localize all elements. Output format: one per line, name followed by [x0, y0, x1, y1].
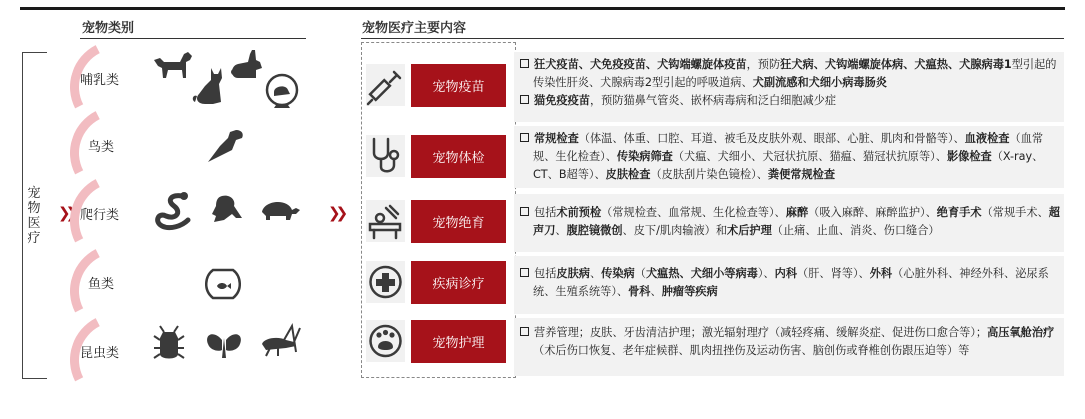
bullet-text: （ — [634, 267, 646, 280]
bullet-text: 猫免疫疫苗 — [534, 94, 590, 107]
rabbit-icon — [228, 48, 266, 82]
bullet-text: 营养管理；皮肤、牙齿清洁护理；激光辐射理疗（减轻疼痛、缓解炎症、促进伤口愈合等）； — [534, 326, 988, 339]
bullet-text: 、 — [555, 224, 567, 237]
service-desc-treatment — [520, 265, 1060, 301]
grasshopper-icon — [256, 322, 302, 358]
bullet-text: 术前预检 — [556, 206, 602, 219]
bullet-text: （常规检查、血常规、生化检查等）、 — [601, 206, 786, 219]
top-rule — [20, 7, 1065, 10]
service-bullet — [520, 92, 1060, 110]
bullet-text: （心脏外科、神经外科、泌尿系统、生殖系统等）、 — [533, 267, 1049, 298]
bullet-square-icon — [520, 268, 529, 277]
bullet-text: 皮肤病 — [556, 267, 590, 280]
snake-icon — [152, 190, 194, 232]
bullet-square-icon — [520, 133, 529, 142]
bullet-text: （吸入麻醉、麻醉监护）、 — [808, 206, 937, 219]
fishbowl-icon — [203, 264, 243, 304]
category-label-insect: 昆虫类 — [80, 346, 120, 361]
service-desc-checkup — [520, 130, 1060, 184]
bullet-text: 传染病筛查 — [616, 150, 673, 163]
service-desc-vaccine — [520, 56, 1060, 110]
bullet-text: （犬瘟、犬细小、犬冠状抗原、猫瘟、猫冠状抗原等）、 — [672, 150, 947, 163]
category-label-reptile: 爬行类 — [80, 208, 120, 223]
bullet-square-icon — [520, 59, 529, 68]
chevron-right-icon: ❯❯ — [328, 204, 344, 222]
bullet-text: 超声刀 — [533, 206, 1060, 237]
bullet-text: 型引起的传染性肝炎、犬腺病毒2型引起的呼吸道病、 — [533, 58, 1057, 89]
bullet-text: （常规手术、 — [981, 206, 1049, 219]
bullet-text: 皮肤检查 — [605, 168, 651, 181]
service-label-care: 宠物护理 — [411, 320, 506, 363]
service-label-sterilization: 宠物绝育 — [411, 200, 506, 243]
right-header: 宠物医疗主要内容 — [362, 21, 467, 36]
bird-icon — [206, 126, 246, 164]
bullet-text: 常规检查 — [534, 132, 579, 145]
paw-icon — [366, 320, 405, 362]
service-bullet — [520, 265, 1060, 301]
bullet-text: 影像检查 — [946, 150, 992, 163]
bullet-text: （X-ray、CT、B超等）、 — [533, 150, 1044, 181]
service-icon-tile — [366, 64, 405, 106]
right-header-rule — [361, 38, 1064, 39]
bullet-text: 传染病 — [601, 267, 635, 280]
bullet-text: 包括 — [534, 267, 557, 280]
service-label-checkup: 宠物体检 — [411, 135, 506, 178]
bullet-text: 麻醉 — [785, 206, 809, 219]
bullet-text: （皮肤刮片染色镜检）、 — [650, 168, 768, 181]
stethoscope-icon — [366, 135, 405, 177]
bullet-text: （血常规、生化检查）、 — [533, 132, 1044, 163]
left-header: 宠物类别 — [82, 21, 135, 36]
bullet-text: 犬副流感和犬细小病毒肠炎 — [752, 76, 887, 89]
bullet-square-icon — [520, 95, 529, 104]
dog-icon — [150, 48, 194, 82]
service-bullet — [520, 204, 1060, 240]
bullet-text: ）、 — [757, 267, 775, 280]
bullet-text: 绝育手术 — [936, 206, 982, 219]
bullet-text: （体温、体重、口腔、耳道、被毛及皮肤外观、眼部、心脏、肌肉和骨骼等）、 — [578, 132, 965, 145]
bullet-square-icon — [520, 327, 529, 336]
service-icon-tile — [366, 200, 405, 242]
service-icon-tile — [366, 320, 405, 362]
turtle-icon — [256, 194, 302, 224]
bullet-text: 血液检查 — [964, 132, 1010, 145]
bullet-square-icon — [520, 207, 529, 216]
hamster-wheel-icon — [262, 72, 302, 112]
bullet-text: 狂犬病、犬钩端螺旋体病、犬瘟热、犬腺病毒1 — [780, 58, 1012, 71]
bullet-text: ，预防猫鼻气管炎、嵌杯病毒病和泛白细胞减少症 — [589, 94, 837, 107]
service-label-treatment: 疾病诊疗 — [411, 261, 506, 304]
frog-icon — [208, 192, 244, 226]
service-desc-care — [520, 324, 1060, 360]
butterfly-icon — [204, 330, 244, 360]
service-icon-tile — [366, 261, 405, 303]
bullet-text: 、皮下/肌肉输液）和 — [622, 224, 728, 237]
service-icon-tile — [366, 135, 405, 177]
bullet-text: 、 — [650, 285, 662, 298]
bullet-text: 术后护理 — [727, 224, 772, 237]
bullet-text: 骨科 — [628, 285, 651, 298]
cat-icon — [191, 66, 225, 106]
bullet-text: 外科 — [869, 267, 893, 280]
bullet-text: （止痛、止血、消炎、伤口缝合） — [771, 224, 940, 237]
service-bullet — [520, 130, 1060, 184]
bullet-text: 犬瘟热、犬细小等病毒 — [645, 267, 758, 280]
bullet-text: （肝、肾等）、 — [797, 267, 870, 280]
bullet-text: 粪便常规检查 — [767, 168, 836, 181]
category-label-fish: 鱼类 — [88, 277, 115, 292]
bullet-text: 肿瘤等疾病 — [661, 285, 718, 298]
bullet-text: 高压氧舱治疗 — [987, 326, 1055, 339]
bullet-text: ，预防 — [746, 58, 781, 71]
bullet-text: 内科 — [774, 267, 798, 280]
category-label-mammal: 哺乳类 — [80, 73, 120, 88]
bullet-text: 腹腔镜微创 — [566, 224, 623, 237]
medical-cross-icon — [366, 261, 405, 303]
bullet-text: 、 — [589, 267, 602, 280]
syringe-icon — [366, 64, 405, 106]
side-label: 宠物医疗 — [27, 186, 41, 246]
chevron-right-icon: ❯❯ — [58, 204, 74, 222]
bullet-text: （术后伤口恢复、老年症候群、肌肉扭挫伤及运动伤害、脑创伤或脊椎创伤跟压迫等）等 — [533, 344, 970, 357]
service-bullet — [520, 56, 1060, 92]
surgery-bed-icon — [366, 200, 405, 242]
bullet-text: 狂犬疫苗、犬免疫疫苗、犬钩端螺旋体疫苗 — [534, 58, 747, 71]
category-label-bird: 鸟类 — [88, 140, 115, 155]
service-bullet — [520, 324, 1060, 360]
service-label-vaccine: 宠物疫苗 — [411, 64, 506, 107]
service-desc-sterilization — [520, 204, 1060, 240]
bullet-text: 包括 — [534, 206, 557, 219]
beetle-icon — [152, 324, 186, 364]
